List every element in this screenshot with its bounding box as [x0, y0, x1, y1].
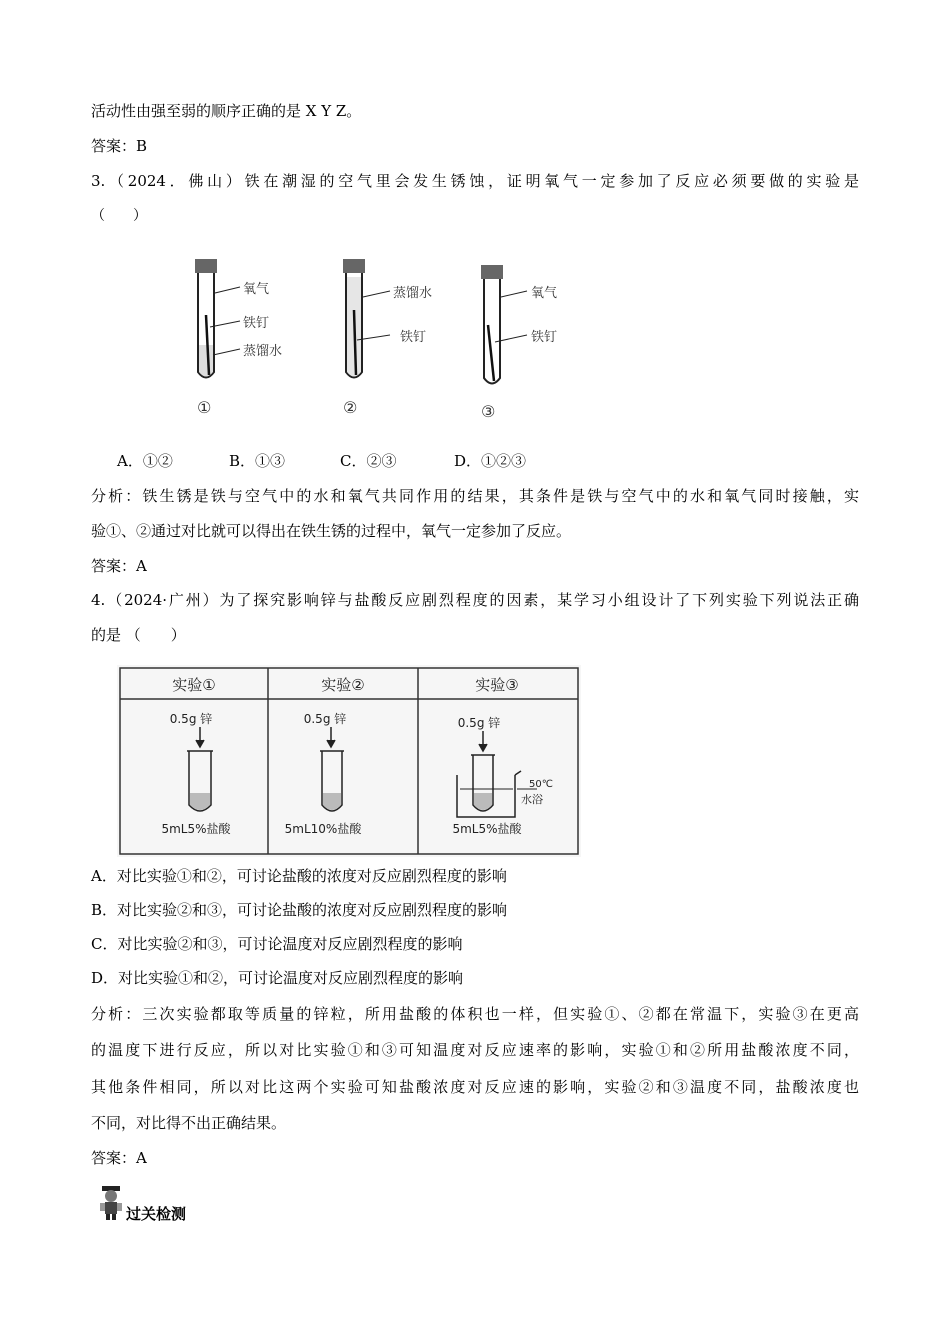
tube1-label-oxygen: 氧气	[243, 282, 270, 297]
q4-option-d[interactable]: D．对比实验①和②，可讨论温度对反应剧烈程度的影响	[91, 969, 464, 987]
q4-analysis-line1: 分析：三次实验都取等质量的锌粒，所用盐酸的体积也一样，但实验①、②都在常温下，实验③在更高	[91, 1005, 859, 1023]
q4-analysis-line4: 不同，对比得不出正确结果。	[91, 1114, 287, 1132]
exp1-acid: 5mL5%盐酸	[161, 822, 231, 836]
section-title: 过关检测	[126, 1205, 187, 1223]
tube1-label-water: 蒸馏水	[243, 344, 283, 359]
tube3-number: ③	[481, 402, 496, 421]
exp1-header: 实验①	[172, 676, 216, 694]
tube3-label-nail: 铁钉	[531, 330, 558, 345]
bath-temp: 50℃	[529, 779, 553, 790]
q3-test-tube-figure	[185, 255, 585, 430]
exp3-acid: 5mL5%盐酸	[452, 822, 522, 836]
q3-option-b[interactable]: B．①③	[229, 452, 286, 470]
q4-answer: 答案：A	[91, 1149, 147, 1167]
exp3-zinc: 0.5g 锌	[457, 716, 501, 730]
tube1-number: ①	[197, 398, 212, 417]
q3-option-d[interactable]: D．①②③	[454, 452, 527, 470]
doctor-cartoon-icon	[98, 1186, 124, 1220]
tube1-label-nail: 铁钉	[243, 316, 270, 331]
q3-option-c[interactable]: C．②③	[340, 452, 397, 470]
q3-stem-line2: （ ）	[91, 208, 147, 224]
q3-answer: 答案：A	[91, 557, 147, 575]
q4-stem-line1: 4.（2024·广州）为了探究影响锌与盐酸反应剧烈程度的因素，某学习小组设计了下列实验下列说法正确	[91, 591, 859, 609]
q4-experiment-table-figure	[117, 665, 581, 857]
tube-1	[195, 259, 282, 417]
exp1-zinc: 0.5g 锌	[169, 712, 213, 726]
tube3-label-oxygen: 氧气	[531, 286, 558, 301]
q3-analysis-line1: 分析：铁生锈是铁与空气中的水和氧气共同作用的结果，其条件是铁与空气中的水和氧气同时接触，实	[91, 487, 859, 505]
exp2-header: 实验②	[321, 676, 365, 694]
q3-analysis-line2: 验①、②通过对比就可以得出在铁生锈的过程中，氧气一定参加了反应。	[91, 522, 572, 540]
q3-options	[117, 451, 526, 471]
exp2-acid: 5mL10%盐酸	[284, 822, 362, 836]
prev-answer: 答案：B	[91, 137, 148, 155]
q3-option-a[interactable]: A．①②	[117, 452, 173, 470]
tube2-label-water: 蒸馏水	[393, 286, 433, 301]
tube-3	[481, 265, 557, 421]
tube2-number: ②	[343, 398, 358, 417]
tube-2	[343, 259, 432, 417]
exp3-header: 实验③	[475, 676, 519, 694]
tube2-label-nail: 铁钉	[400, 330, 427, 345]
q4-analysis-line3: 其他条件相同，所以对比这两个实验可知盐酸浓度对反应速的影响，实验②和③温度不同，盐酸浓度也	[91, 1078, 859, 1096]
q3-stem-line1: 3.（2024．佛山）铁在潮湿的空气里会发生锈蚀，证明氧气一定参加了反应必须要做的实验是	[91, 172, 859, 190]
q4-option-c[interactable]: C．对比实验②和③，可讨论温度对反应剧烈程度的影响	[91, 935, 463, 953]
q4-stem-line2: 的是 （ ）	[91, 626, 186, 644]
exp2-zinc: 0.5g 锌	[303, 712, 347, 726]
bath-label: 水浴	[521, 793, 543, 806]
q4-analysis-line2: 的温度下进行反应，所以对比实验①和③可知温度对反应速率的影响，实验①和②所用盐酸浓度不同，	[91, 1041, 859, 1059]
q4-option-a[interactable]: A．对比实验①和②，可讨论盐酸的浓度对反应剧烈程度的影响	[91, 867, 507, 885]
q4-option-b[interactable]: B．对比实验②和③，可讨论盐酸的浓度对反应剧烈程度的影响	[91, 901, 508, 919]
prev-question-tail: 活动性由强至弱的顺序正确的是 X Y Z。	[91, 102, 362, 120]
